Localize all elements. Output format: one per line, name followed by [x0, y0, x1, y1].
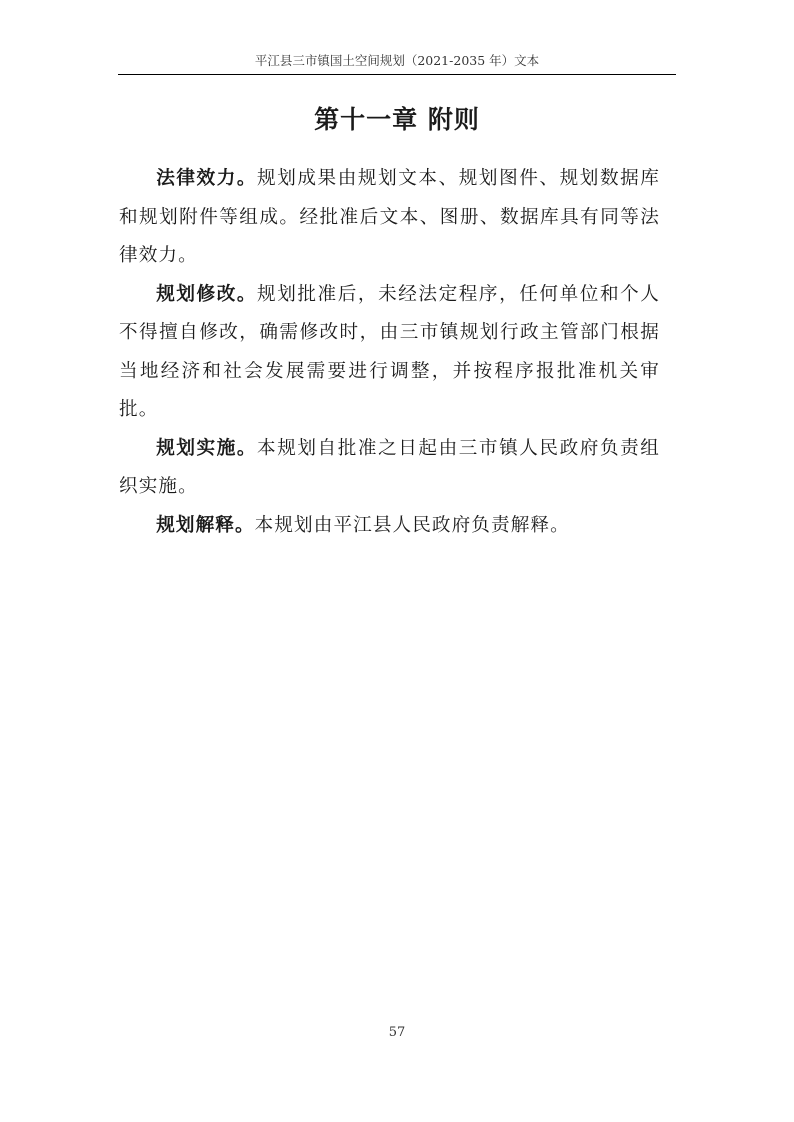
- running-header: 平江县三市镇国土空间规划（2021-2035 年）文本: [254, 53, 540, 68]
- paragraph-plan-modification: [119, 276, 660, 430]
- paragraph-legal-effect: [119, 160, 660, 276]
- page-number: 57: [388, 1025, 406, 1040]
- paragraph-text: 规划批准后，未经法定程序，任何单位和个人不得擅自修改，确需修改时，由三市镇规划行政主管部门根据当地经济和社会发展需要进行调整，并按程序报批准机关审批。: [119, 283, 660, 420]
- paragraph-text: 规划成果由规划文本、规划图件、规划数据库和规划附件等组成。经批准后文本、图册、数据库具有同等法律效力。: [119, 168, 660, 266]
- paragraph-text: 本规划自批准之日起由三市镇人民政府负责组织实施。: [119, 437, 660, 497]
- paragraph-text: 本规划由平江县人民政府负责解释。: [254, 514, 570, 536]
- paragraph-lead: 法律效力。: [156, 168, 258, 189]
- paragraph-plan-implementation: [119, 430, 660, 507]
- paragraph-lead: 规划修改。: [156, 283, 258, 305]
- paragraph-lead: 规划实施。: [156, 437, 258, 459]
- chapter-title: 第十一章 附则: [314, 105, 480, 134]
- header-divider: [118, 74, 676, 75]
- paragraph-lead: 规划解释。: [156, 514, 255, 536]
- chapter-body: [119, 160, 660, 545]
- paragraph-plan-interpretation: [119, 507, 660, 546]
